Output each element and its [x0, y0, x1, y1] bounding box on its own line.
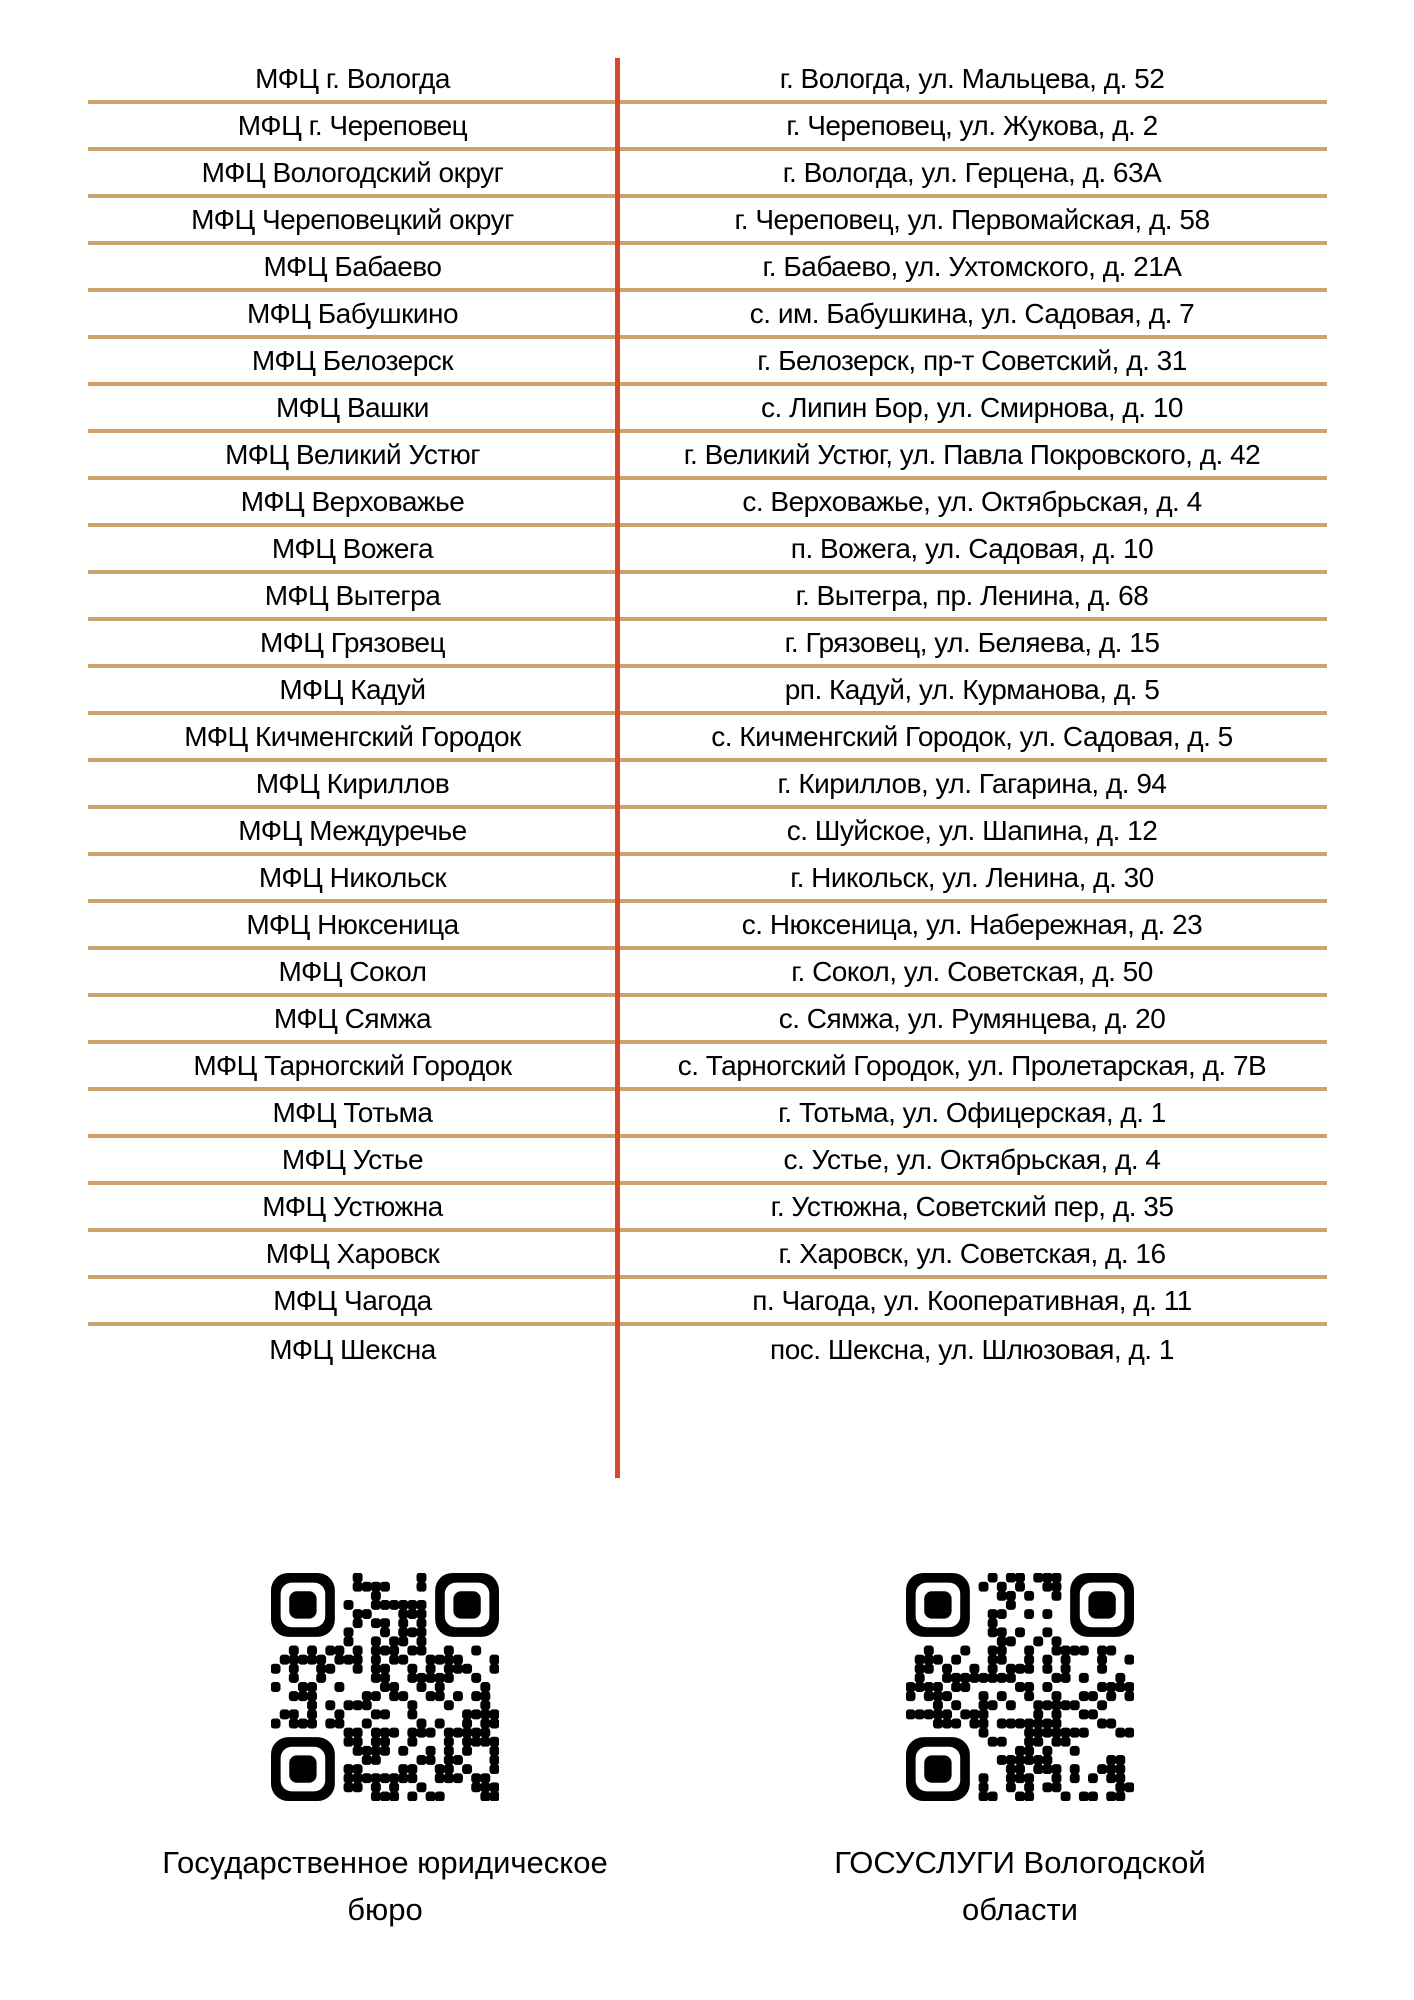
mfc-address-cell: п. Чагода, ул. Кооперативная, д. 11 [752, 1285, 1192, 1316]
mfc-table [88, 57, 1327, 1373]
mfc-address-cell: г. Кириллов, ул. Гагарина, д. 94 [777, 768, 1167, 799]
mfc-address-cell: пос. Шексна, ул. Шлюзовая, д. 1 [770, 1334, 1174, 1365]
mfc-name-cell: МФЦ Кадуй [279, 674, 426, 705]
mfc-address-cell: г. Сокол, ул. Советская, д. 50 [791, 956, 1153, 987]
table-row [88, 856, 1327, 903]
table-row [88, 1091, 1327, 1138]
mfc-address-cell: г. Вытегра, пр. Ленина, д. 68 [795, 580, 1149, 611]
table-row [88, 1138, 1327, 1185]
mfc-name-cell: МФЦ Вытегра [264, 580, 441, 611]
mfc-address-cell: г. Харовск, ул. Советская, д. 16 [778, 1238, 1166, 1269]
mfc-address-cell: с. Шуйское, ул. Шапина, д. 12 [786, 815, 1158, 846]
mfc-name-cell: МФЦ Никольск [258, 862, 447, 893]
mfc-address-cell: г. Великий Устюг, ул. Павла Покровского, д. 42 [683, 439, 1261, 470]
mfc-name-cell: МФЦ Бабаево [263, 251, 442, 282]
qr-caption-gosuslugi: ГОСУСЛУГИ Вологодской области [834, 1845, 1206, 1927]
mfc-name-cell: МФЦ Тотьма [272, 1097, 433, 1128]
table-row [88, 903, 1327, 950]
mfc-address-cell: рп. Кадуй, ул. Курманова, д. 5 [784, 674, 1160, 705]
mfc-address-cell: г. Устюжна, Советский пер, д. 35 [770, 1191, 1174, 1222]
mfc-address-cell: с. Нюксеница, ул. Набережная, д. 23 [741, 909, 1203, 940]
mfc-name-cell: МФЦ Белозерск [251, 345, 454, 376]
mfc-name-cell: МФЦ Харовск [265, 1238, 440, 1269]
table-row [88, 1326, 1327, 1373]
table-row [88, 809, 1327, 856]
table-row [88, 1185, 1327, 1232]
mfc-name-cell: МФЦ Сокол [278, 956, 427, 987]
table-row [88, 997, 1327, 1044]
mfc-address-cell: с. Тарногский Городок, ул. Пролетарская, д. 7В [677, 1050, 1267, 1081]
table-row [88, 245, 1327, 292]
table-row [88, 433, 1327, 480]
mfc-name-cell: МФЦ Тарногский Городок [193, 1050, 512, 1081]
mfc-name-cell: МФЦ Устюжна [262, 1191, 443, 1222]
mfc-name-cell: МФЦ Вашки [276, 392, 429, 423]
table-row [88, 715, 1327, 762]
qr-code-icon [271, 1573, 499, 1801]
qr-code-icon [906, 1573, 1134, 1801]
table-row [88, 151, 1327, 198]
table-row [88, 668, 1327, 715]
mfc-address-cell: с. Липин Бор, ул. Смирнова, д. 10 [761, 392, 1183, 423]
mfc-name-cell: МФЦ г. Вологда [255, 63, 450, 94]
table-row [88, 292, 1327, 339]
mfc-name-cell: МФЦ Нюксеница [246, 909, 459, 940]
mfc-name-cell: МФЦ Грязовец [259, 627, 446, 658]
mfc-address-cell: г. Грязовец, ул. Беляева, д. 15 [784, 627, 1160, 658]
mfc-address-cell: г. Вологда, ул. Герцена, д. 63А [782, 157, 1162, 188]
mfc-address-cell: с. им. Бабушкина, ул. Садовая, д. 7 [749, 298, 1195, 329]
column-divider-line [615, 58, 620, 1478]
qr-block-gosuslugi [790, 1573, 1250, 1933]
mfc-name-cell: МФЦ Междуречье [238, 815, 467, 846]
table-row [88, 950, 1327, 997]
mfc-address-cell: п. Вожега, ул. Садовая, д. 10 [790, 533, 1154, 564]
qr-caption-legal-bureau: Государственное юридическое бюро [162, 1845, 608, 1927]
table-row [88, 57, 1327, 104]
mfc-name-cell: МФЦ Кириллов [255, 768, 450, 799]
mfc-name-cell: МФЦ Вологодский округ [201, 157, 504, 188]
table-row [88, 339, 1327, 386]
mfc-address-cell: г. Тотьма, ул. Офицерская, д. 1 [778, 1097, 1166, 1128]
mfc-name-cell: МФЦ Бабушкино [246, 298, 459, 329]
mfc-address-cell: с. Кичменгский Городок, ул. Садовая, д. 5 [711, 721, 1233, 752]
mfc-address-cell: с. Верховажье, ул. Октябрьская, д. 4 [742, 486, 1202, 517]
table-row [88, 1279, 1327, 1326]
mfc-address-cell: г. Вологда, ул. Мальцева, д. 52 [779, 63, 1165, 94]
mfc-name-cell: МФЦ Кичменгский Городок [184, 721, 521, 752]
mfc-address-cell: г. Череповец, ул. Жукова, д. 2 [786, 110, 1158, 141]
mfc-name-cell: МФЦ Устье [281, 1144, 424, 1175]
table-row [88, 386, 1327, 433]
mfc-name-cell: МФЦ Шексна [269, 1334, 436, 1365]
mfc-address-cell: с. Сямжа, ул. Румянцева, д. 20 [778, 1003, 1166, 1034]
table-row [88, 480, 1327, 527]
table-row [88, 527, 1327, 574]
mfc-address-cell: г. Никольск, ул. Ленина, д. 30 [790, 862, 1154, 893]
mfc-name-cell: МФЦ г. Череповец [237, 110, 468, 141]
mfc-address-cell: г. Череповец, ул. Первомайская, д. 58 [734, 204, 1210, 235]
mfc-name-cell: МФЦ Вожега [271, 533, 434, 564]
mfc-name-cell: МФЦ Сямжа [273, 1003, 432, 1034]
mfc-address-cell: с. Устье, ул. Октябрьская, д. 4 [783, 1144, 1161, 1175]
mfc-address-cell: г. Белозерск, пр-т Советский, д. 31 [757, 345, 1187, 376]
mfc-name-cell: МФЦ Верховажье [240, 486, 465, 517]
mfc-name-cell: МФЦ Великий Устюг [225, 439, 480, 470]
mfc-name-cell: МФЦ Чагода [273, 1285, 432, 1316]
qr-block-legal-bureau [155, 1573, 615, 1933]
table-row [88, 1232, 1327, 1279]
mfc-address-cell: г. Бабаево, ул. Ухтомского, д. 21А [762, 251, 1182, 282]
table-row [88, 104, 1327, 151]
mfc-name-cell: МФЦ Череповецкий округ [191, 204, 514, 235]
table-row [88, 762, 1327, 809]
table-row [88, 198, 1327, 245]
table-row [88, 1044, 1327, 1091]
table-row [88, 621, 1327, 668]
table-row [88, 574, 1327, 621]
